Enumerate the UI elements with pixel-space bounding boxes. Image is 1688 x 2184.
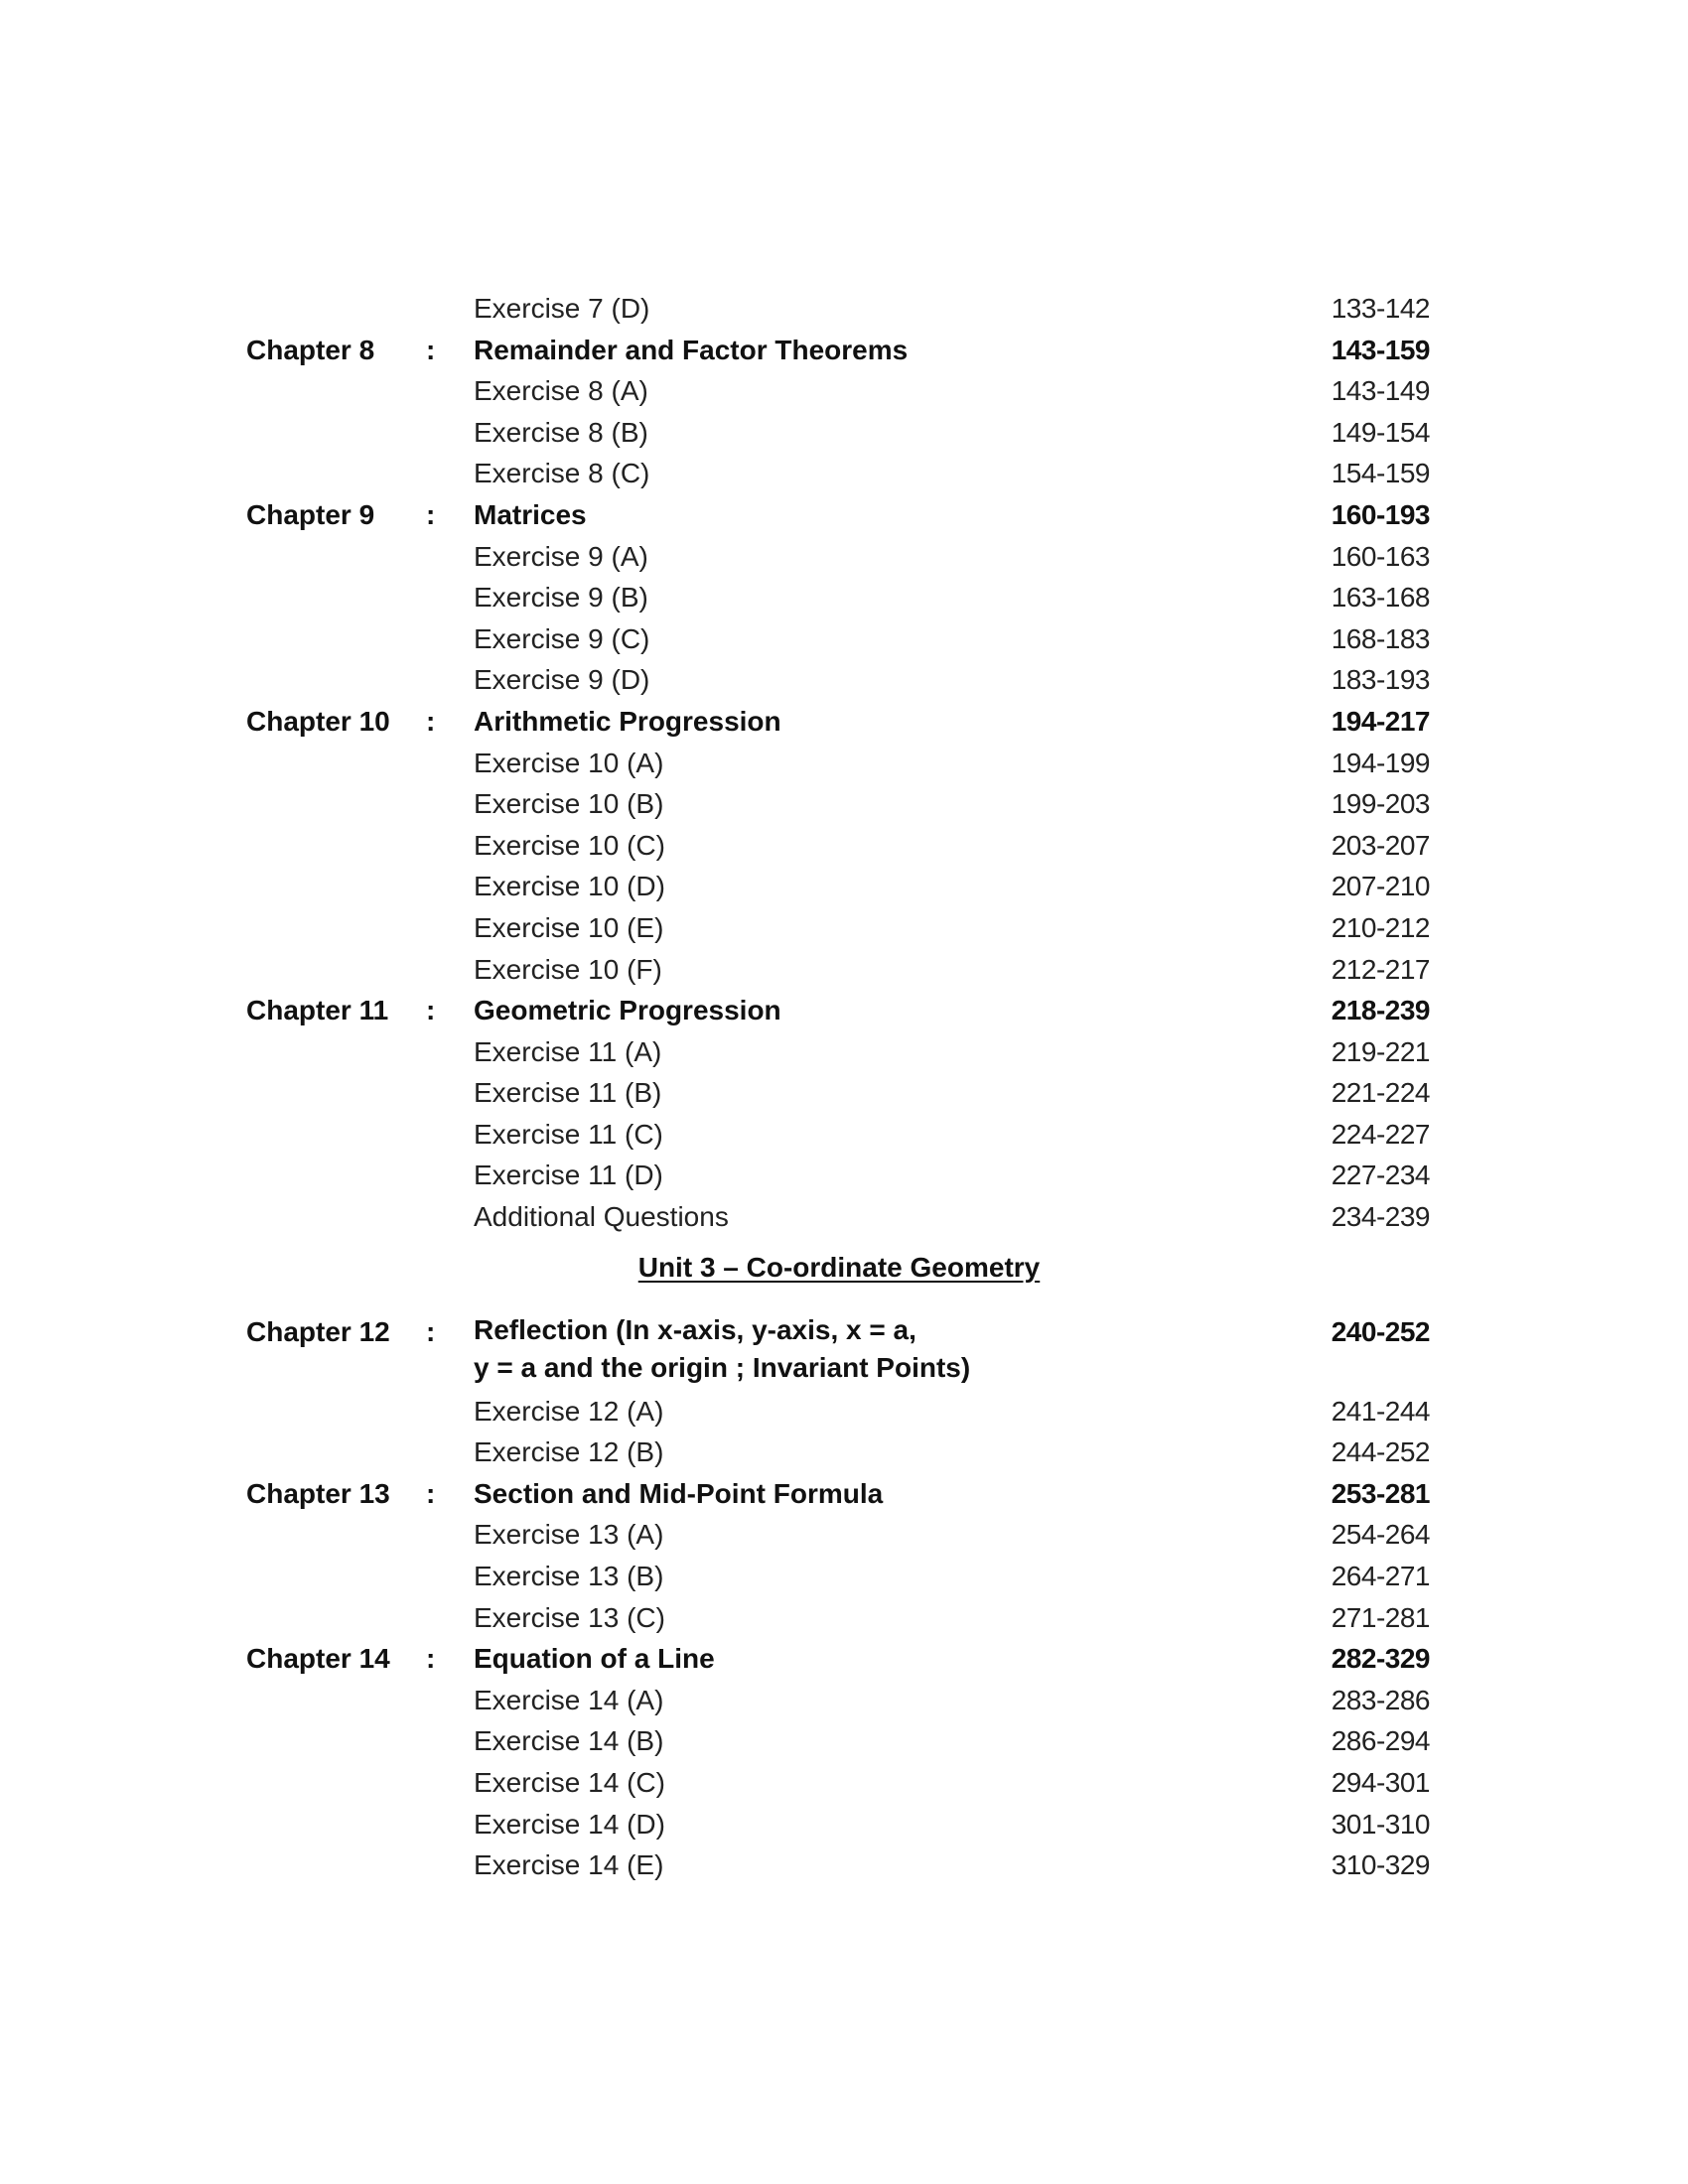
page-range: 282-329	[1331, 1643, 1430, 1675]
page-range: 194-199	[1331, 747, 1430, 778]
exercise-title: Exercise 14 (A)	[474, 1684, 664, 1715]
toc-exercise-row	[0, 866, 1688, 907]
toc-exercise-row	[0, 1844, 1688, 1886]
page-range: 227-234	[1331, 1160, 1430, 1191]
exercise-title: Exercise 11 (C)	[474, 1118, 663, 1150]
toc-exercise-row	[0, 1155, 1688, 1196]
chapter-separator: :	[426, 705, 436, 737]
exercise-title: Exercise 8 (B)	[474, 416, 648, 448]
exercise-title: Exercise 14 (D)	[474, 1808, 665, 1840]
page-range: 194-217	[1331, 705, 1430, 737]
exercise-title: Exercise 9 (A)	[474, 540, 648, 572]
toc-chapter-row	[0, 494, 1688, 536]
toc-chapter-row	[0, 1638, 1688, 1680]
page-range: 253-281	[1331, 1477, 1430, 1509]
toc-chapter-row	[0, 1473, 1688, 1515]
chapter-separator: :	[426, 1643, 436, 1675]
toc-chapter-row	[0, 1311, 1688, 1391]
unit-heading	[0, 1238, 1688, 1311]
page-range: 212-217	[1331, 953, 1430, 985]
exercise-title: Exercise 11 (D)	[474, 1160, 663, 1191]
chapter-separator: :	[426, 1477, 436, 1509]
toc-section-unit-2	[0, 288, 1688, 1238]
exercise-title: Exercise 13 (C)	[474, 1601, 665, 1633]
exercise-title: Exercise 13 (A)	[474, 1519, 664, 1551]
page-range: 264-271	[1331, 1561, 1430, 1592]
page-range: 218-239	[1331, 995, 1430, 1026]
page-range: 286-294	[1331, 1725, 1430, 1757]
toc-exercise-row	[0, 1720, 1688, 1762]
toc-chapter-row	[0, 701, 1688, 743]
toc-exercise-row	[0, 288, 1688, 330]
toc-exercise-row	[0, 907, 1688, 949]
page-range: 301-310	[1331, 1808, 1430, 1840]
page-range: 203-207	[1331, 829, 1430, 861]
exercise-title: Exercise 12 (B)	[474, 1436, 664, 1468]
page-range: 154-159	[1331, 458, 1430, 489]
exercise-title: Exercise 9 (D)	[474, 664, 650, 696]
exercise-title: Exercise 10 (D)	[474, 871, 665, 902]
exercise-title: Exercise 7 (D)	[474, 293, 650, 324]
exercise-title: Exercise 11 (A)	[474, 1035, 662, 1067]
page-range: 283-286	[1331, 1684, 1430, 1715]
page-range: 183-193	[1331, 664, 1430, 696]
toc-exercise-row	[0, 783, 1688, 825]
exercise-title: Exercise 12 (A)	[474, 1395, 664, 1427]
exercise-title: Exercise 10 (A)	[474, 747, 664, 778]
page-range: 143-159	[1331, 334, 1430, 365]
exercise-title: Exercise 14 (E)	[474, 1849, 664, 1881]
toc-exercise-row	[0, 536, 1688, 578]
page-range: 240-252	[1331, 1315, 1430, 1347]
toc-exercise-row	[0, 1556, 1688, 1597]
toc-exercise-row	[0, 1762, 1688, 1804]
page-range: 207-210	[1331, 871, 1430, 902]
toc-exercise-row	[0, 1072, 1688, 1114]
chapter-title: Matrices	[474, 498, 587, 530]
exercise-title: Exercise 14 (C)	[474, 1767, 665, 1798]
chapter-title: Section and Mid-Point Formula	[474, 1477, 884, 1509]
toc-exercise-row	[0, 1804, 1688, 1845]
toc-exercise-row	[0, 1432, 1688, 1473]
page-range: 160-163	[1331, 540, 1430, 572]
page-range: 160-193	[1331, 498, 1430, 530]
toc-exercise-row	[0, 453, 1688, 494]
chapter-separator: :	[426, 995, 436, 1026]
page-range: 254-264	[1331, 1519, 1430, 1551]
toc-exercise-row	[0, 1196, 1688, 1238]
chapter-title: Equation of a Line	[474, 1643, 715, 1675]
chapter-number: Chapter 13	[246, 1477, 390, 1509]
toc-exercise-row	[0, 743, 1688, 784]
exercise-title: Exercise 8 (A)	[474, 375, 648, 407]
toc-exercise-row	[0, 949, 1688, 991]
page-range: 168-183	[1331, 622, 1430, 654]
page-range: 310-329	[1331, 1849, 1430, 1881]
page-range: 244-252	[1331, 1436, 1430, 1468]
toc-section-unit-3	[0, 1311, 1688, 1886]
chapter-number: Chapter 9	[246, 498, 375, 530]
chapter-title: Arithmetic Progression	[474, 705, 781, 737]
page-range: 294-301	[1331, 1767, 1430, 1798]
toc-exercise-row	[0, 1680, 1688, 1721]
exercise-title: Exercise 10 (B)	[474, 788, 664, 820]
exercise-title: Exercise 10 (E)	[474, 911, 664, 943]
exercise-title: Exercise 9 (C)	[474, 622, 650, 654]
page-range: 210-212	[1331, 911, 1430, 943]
exercise-title: Exercise 14 (B)	[474, 1725, 664, 1757]
chapter-number: Chapter 10	[246, 705, 390, 737]
chapter-number: Chapter 8	[246, 334, 375, 365]
table-of-contents	[0, 288, 1688, 1886]
page-range: 143-149	[1331, 375, 1430, 407]
chapter-number: Chapter 14	[246, 1643, 390, 1675]
toc-exercise-row	[0, 618, 1688, 660]
toc-exercise-row	[0, 577, 1688, 618]
page-range: 163-168	[1331, 582, 1430, 614]
page-range: 219-221	[1331, 1035, 1430, 1067]
chapter-title: Geometric Progression	[474, 995, 781, 1026]
toc-exercise-row	[0, 1391, 1688, 1433]
toc-exercise-row	[0, 1031, 1688, 1073]
page-range: 221-224	[1331, 1077, 1430, 1109]
exercise-title: Exercise 8 (C)	[474, 458, 650, 489]
chapter-title: Remainder and Factor Theorems	[474, 334, 909, 365]
page-range: 241-244	[1331, 1395, 1430, 1427]
chapter-title-line: y = a and the origin ; Invariant Points)	[474, 1351, 971, 1383]
chapter-title	[474, 1311, 970, 1387]
toc-exercise-row	[0, 1114, 1688, 1156]
toc-exercise-row	[0, 1597, 1688, 1639]
exercise-title: Exercise 11 (B)	[474, 1077, 662, 1109]
chapter-separator: :	[426, 334, 436, 365]
toc-exercise-row	[0, 825, 1688, 867]
page-range: 224-227	[1331, 1118, 1430, 1150]
exercise-title: Exercise 9 (B)	[474, 582, 648, 614]
exercise-title: Exercise 10 (F)	[474, 953, 662, 985]
toc-exercise-row	[0, 659, 1688, 701]
toc-exercise-row	[0, 412, 1688, 454]
chapter-number: Chapter 12	[246, 1315, 390, 1347]
exercise-title: Exercise 10 (C)	[474, 829, 665, 861]
page-range: 133-142	[1331, 293, 1430, 324]
chapter-title-line: Reflection (In x-axis, y-axis, x = a,	[474, 1313, 916, 1345]
chapter-separator: :	[426, 498, 436, 530]
chapter-number: Chapter 11	[246, 995, 389, 1026]
toc-exercise-row	[0, 370, 1688, 412]
toc-exercise-row	[0, 1514, 1688, 1556]
exercise-title: Exercise 13 (B)	[474, 1561, 664, 1592]
toc-chapter-row	[0, 330, 1688, 371]
unit-heading-text: Unit 3 – Co-ordinate Geometry	[637, 1251, 1041, 1283]
toc-chapter-row	[0, 990, 1688, 1031]
page-range: 149-154	[1331, 416, 1430, 448]
page-range: 234-239	[1331, 1201, 1430, 1233]
chapter-separator: :	[426, 1315, 436, 1347]
page-range: 271-281	[1331, 1601, 1430, 1633]
exercise-title: Additional Questions	[474, 1201, 729, 1233]
page-range: 199-203	[1331, 788, 1430, 820]
